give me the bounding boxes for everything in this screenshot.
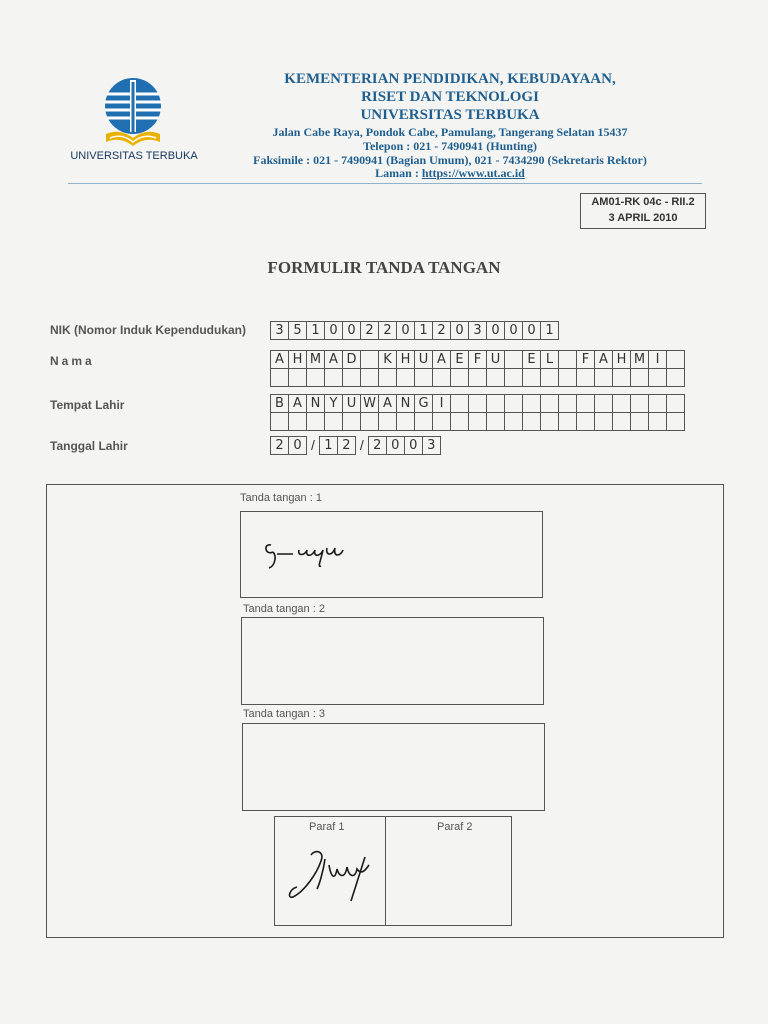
grid-cell[interactable]: 0 bbox=[404, 436, 423, 455]
grid-cell[interactable]: 3 bbox=[468, 321, 487, 340]
grid-cell[interactable] bbox=[396, 412, 415, 431]
grid-cell[interactable]: N bbox=[306, 394, 325, 413]
grid-cell[interactable] bbox=[666, 350, 685, 369]
grid-cell[interactable]: 0 bbox=[522, 321, 541, 340]
grid-cell[interactable]: 1 bbox=[540, 321, 559, 340]
grid-cell[interactable]: E bbox=[450, 350, 469, 369]
document-date: 3 APRIL 2010 bbox=[608, 212, 678, 224]
grid-cell[interactable]: A bbox=[378, 394, 397, 413]
grid-cell[interactable]: E bbox=[522, 350, 541, 369]
grid-cell[interactable]: H bbox=[612, 350, 631, 369]
nik-label: NIK (Nomor Induk Kependudukan) bbox=[50, 323, 246, 337]
date-separator: / bbox=[311, 437, 315, 453]
header-ministry: KEMENTERIAN PENDIDIKAN, KEBUDAYAAN, bbox=[284, 71, 616, 87]
grid-cell[interactable] bbox=[306, 412, 325, 431]
header-fax: Faksimile : 021 - 7490941 (Bagian Umum), 021 - 7434290 (Sekretaris Rektor) bbox=[253, 153, 647, 167]
grid-cell[interactable]: F bbox=[468, 350, 487, 369]
grid-cell[interactable]: 2 bbox=[337, 436, 356, 455]
form-title: FORMULIR TANDA TANGAN bbox=[267, 258, 501, 277]
grid-cell[interactable] bbox=[360, 368, 379, 387]
grid-cell[interactable]: 0 bbox=[396, 321, 415, 340]
tempat-lahir-grid-row2[interactable] bbox=[270, 412, 685, 431]
grid-cell[interactable] bbox=[612, 394, 631, 413]
header-divider bbox=[68, 183, 702, 184]
grid-cell[interactable]: 3 bbox=[270, 321, 289, 340]
grid-cell[interactable] bbox=[450, 412, 469, 431]
grid-cell[interactable]: A bbox=[432, 350, 451, 369]
grid-cell[interactable]: H bbox=[288, 350, 307, 369]
grid-cell[interactable] bbox=[666, 394, 685, 413]
grid-cell[interactable]: 3 bbox=[422, 436, 441, 455]
grid-cell[interactable] bbox=[378, 412, 397, 431]
paraf-1-signature[interactable] bbox=[275, 843, 385, 923]
grid-cell[interactable] bbox=[324, 412, 343, 431]
grid-cell[interactable] bbox=[576, 368, 595, 387]
nama-label: Nama bbox=[50, 354, 95, 368]
nik-grid[interactable] bbox=[270, 321, 559, 340]
grid-cell[interactable] bbox=[468, 412, 487, 431]
tanggal-lahir-label: Tanggal Lahir bbox=[50, 439, 128, 453]
tanggal-year-grid[interactable] bbox=[368, 436, 441, 455]
grid-cell[interactable] bbox=[540, 394, 559, 413]
signature-2-box[interactable] bbox=[241, 617, 544, 705]
signature-3-box[interactable] bbox=[242, 723, 545, 811]
grid-cell[interactable]: 2 bbox=[378, 321, 397, 340]
grid-cell[interactable]: L bbox=[540, 350, 559, 369]
grid-cell[interactable] bbox=[288, 412, 307, 431]
header-university: UNIVERSITAS TERBUKA bbox=[360, 107, 540, 123]
grid-cell[interactable] bbox=[522, 412, 541, 431]
grid-cell[interactable] bbox=[630, 412, 649, 431]
grid-cell[interactable] bbox=[504, 368, 523, 387]
signature-1-image bbox=[241, 512, 542, 597]
grid-cell[interactable] bbox=[306, 368, 325, 387]
grid-cell[interactable] bbox=[648, 368, 667, 387]
grid-cell[interactable]: M bbox=[630, 350, 649, 369]
paraf-2-label: Paraf 2 bbox=[437, 821, 473, 833]
grid-cell[interactable]: I bbox=[432, 394, 451, 413]
grid-cell[interactable]: U bbox=[342, 394, 361, 413]
grid-cell[interactable] bbox=[342, 412, 361, 431]
grid-cell[interactable] bbox=[270, 412, 289, 431]
paraf-box bbox=[274, 816, 512, 926]
grid-cell[interactable] bbox=[468, 368, 487, 387]
grid-cell[interactable] bbox=[504, 394, 523, 413]
grid-cell[interactable] bbox=[504, 350, 523, 369]
grid-cell[interactable] bbox=[540, 412, 559, 431]
grid-cell[interactable] bbox=[324, 368, 343, 387]
grid-cell[interactable]: B bbox=[270, 394, 289, 413]
grid-cell[interactable]: U bbox=[486, 350, 505, 369]
date-separator: / bbox=[359, 437, 364, 453]
grid-cell[interactable]: 0 bbox=[486, 321, 505, 340]
grid-cell[interactable] bbox=[594, 394, 613, 413]
grid-cell[interactable] bbox=[630, 394, 649, 413]
grid-cell[interactable] bbox=[450, 394, 469, 413]
grid-cell[interactable]: F bbox=[576, 350, 595, 369]
grid-cell[interactable] bbox=[486, 368, 505, 387]
website-prefix: Laman : bbox=[375, 166, 422, 180]
grid-cell[interactable]: Y bbox=[324, 394, 343, 413]
grid-cell[interactable] bbox=[432, 368, 451, 387]
grid-cell[interactable] bbox=[486, 394, 505, 413]
signature-3-label: Tanda tangan : 3 bbox=[243, 708, 325, 720]
grid-cell[interactable]: 0 bbox=[504, 321, 523, 340]
header-ministry-line2: RISET DAN TEKNOLOGI bbox=[361, 89, 539, 105]
grid-cell[interactable]: 2 bbox=[270, 436, 289, 455]
grid-cell[interactable] bbox=[360, 350, 379, 369]
header-website bbox=[220, 166, 680, 181]
grid-cell[interactable]: G bbox=[414, 394, 433, 413]
grid-cell[interactable] bbox=[450, 368, 469, 387]
grid-cell[interactable] bbox=[540, 368, 559, 387]
grid-cell[interactable]: 0 bbox=[386, 436, 405, 455]
grid-cell[interactable]: A bbox=[270, 350, 289, 369]
grid-cell[interactable] bbox=[630, 368, 649, 387]
grid-cell[interactable] bbox=[270, 368, 289, 387]
grid-cell[interactable] bbox=[378, 368, 397, 387]
grid-cell[interactable] bbox=[558, 368, 577, 387]
grid-cell[interactable]: 2 bbox=[432, 321, 451, 340]
paraf-2-area[interactable] bbox=[386, 843, 510, 923]
grid-cell[interactable] bbox=[558, 394, 577, 413]
grid-cell[interactable] bbox=[612, 412, 631, 431]
header-address: Jalan Cabe Raya, Pondok Cabe, Pamulang, Tangerang Selatan 15437 bbox=[272, 125, 628, 139]
header-phone: Telepon : 021 - 7490941 (Hunting) bbox=[363, 139, 537, 153]
grid-cell[interactable] bbox=[558, 412, 577, 431]
grid-cell[interactable] bbox=[288, 368, 307, 387]
grid-cell[interactable] bbox=[414, 368, 433, 387]
grid-cell[interactable] bbox=[594, 412, 613, 431]
grid-cell[interactable]: 2 bbox=[360, 321, 379, 340]
grid-cell[interactable]: D bbox=[342, 350, 361, 369]
grid-cell[interactable] bbox=[576, 394, 595, 413]
website-link[interactable]: https://www.ut.ac.id bbox=[421, 166, 525, 180]
grid-cell[interactable] bbox=[666, 368, 685, 387]
grid-cell[interactable]: U bbox=[414, 350, 433, 369]
grid-cell[interactable]: I bbox=[648, 350, 667, 369]
nama-grid-row2[interactable] bbox=[270, 368, 685, 387]
grid-cell[interactable]: A bbox=[288, 394, 307, 413]
grid-cell[interactable] bbox=[522, 368, 541, 387]
grid-cell[interactable] bbox=[558, 350, 577, 369]
grid-cell[interactable]: 1 bbox=[306, 321, 325, 340]
grid-cell[interactable] bbox=[522, 394, 541, 413]
grid-cell[interactable] bbox=[648, 412, 667, 431]
signature-1-label: Tanda tangan : 1 bbox=[240, 492, 322, 504]
tanggal-day-grid[interactable] bbox=[270, 436, 307, 455]
grid-cell[interactable] bbox=[342, 368, 361, 387]
tempat-lahir-grid-row1[interactable] bbox=[270, 394, 685, 413]
grid-cell[interactable]: 1 bbox=[319, 436, 338, 455]
grid-cell[interactable] bbox=[468, 394, 487, 413]
grid-cell[interactable]: N bbox=[396, 394, 415, 413]
grid-cell[interactable] bbox=[594, 368, 613, 387]
grid-cell[interactable]: H bbox=[396, 350, 415, 369]
grid-cell[interactable] bbox=[666, 412, 685, 431]
document-code: AM01-RK 04c - RII.2 bbox=[591, 196, 695, 208]
grid-cell[interactable] bbox=[360, 412, 379, 431]
grid-cell[interactable] bbox=[432, 412, 451, 431]
grid-cell[interactable] bbox=[576, 412, 595, 431]
grid-cell[interactable]: 0 bbox=[450, 321, 469, 340]
grid-cell[interactable] bbox=[504, 412, 523, 431]
grid-cell[interactable]: M bbox=[306, 350, 325, 369]
signature-2-label: Tanda tangan : 2 bbox=[243, 603, 325, 615]
tempat-lahir-label: Tempat Lahir bbox=[50, 398, 125, 412]
grid-cell[interactable]: W bbox=[360, 394, 379, 413]
grid-cell[interactable]: 0 bbox=[342, 321, 361, 340]
grid-cell[interactable]: 0 bbox=[324, 321, 343, 340]
tanggal-lahir-fields bbox=[270, 436, 441, 455]
grid-cell[interactable]: A bbox=[594, 350, 613, 369]
signature-1-box[interactable] bbox=[240, 511, 543, 598]
grid-cell[interactable] bbox=[648, 394, 667, 413]
nama-grid-row1[interactable] bbox=[270, 350, 685, 369]
logo-caption: UNIVERSITAS TERBUKA bbox=[70, 150, 198, 162]
grid-cell[interactable]: 0 bbox=[288, 436, 307, 455]
paraf-1-label: Paraf 1 bbox=[309, 821, 345, 833]
grid-cell[interactable] bbox=[396, 368, 415, 387]
grid-cell[interactable] bbox=[612, 368, 631, 387]
grid-cell[interactable]: 2 bbox=[368, 436, 387, 455]
document-code-box bbox=[580, 193, 706, 229]
grid-cell[interactable] bbox=[414, 412, 433, 431]
university-logo-icon bbox=[98, 76, 168, 152]
grid-cell[interactable]: 5 bbox=[288, 321, 307, 340]
grid-cell[interactable]: 1 bbox=[414, 321, 433, 340]
tanggal-month-grid[interactable] bbox=[319, 436, 356, 455]
grid-cell[interactable]: K bbox=[378, 350, 397, 369]
grid-cell[interactable]: A bbox=[324, 350, 343, 369]
grid-cell[interactable] bbox=[486, 412, 505, 431]
